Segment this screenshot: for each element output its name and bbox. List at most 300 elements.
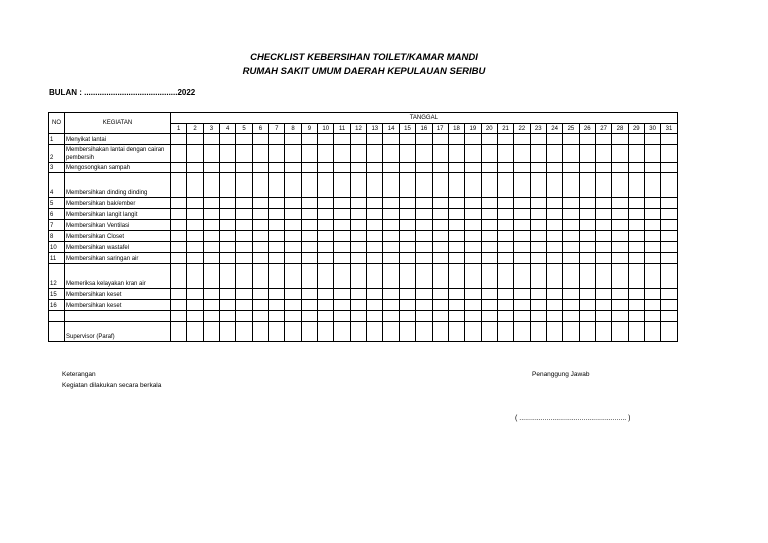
check-cell[interactable] (530, 311, 546, 322)
check-cell[interactable] (187, 231, 203, 242)
check-cell[interactable] (612, 145, 628, 163)
check-cell[interactable] (628, 163, 644, 173)
check-cell[interactable] (514, 322, 530, 342)
check-cell[interactable] (367, 163, 383, 173)
check-cell[interactable] (171, 163, 187, 173)
check-cell[interactable] (595, 173, 611, 198)
check-cell[interactable] (546, 173, 562, 198)
check-cell[interactable] (236, 173, 252, 198)
check-cell[interactable] (514, 209, 530, 220)
check-cell[interactable] (350, 311, 366, 322)
check-cell[interactable] (383, 145, 399, 163)
check-cell[interactable] (334, 300, 350, 311)
check-cell[interactable] (318, 311, 334, 322)
check-cell[interactable] (481, 289, 497, 300)
check-cell[interactable] (220, 198, 236, 209)
check-cell[interactable] (465, 209, 481, 220)
check-cell[interactable] (661, 322, 677, 342)
check-cell[interactable] (530, 173, 546, 198)
check-cell[interactable] (252, 198, 268, 209)
check-cell[interactable] (595, 253, 611, 264)
check-cell[interactable] (497, 289, 513, 300)
check-cell[interactable] (399, 134, 415, 145)
check-cell[interactable] (367, 145, 383, 163)
check-cell[interactable] (220, 134, 236, 145)
check-cell[interactable] (334, 198, 350, 209)
check-cell[interactable] (563, 231, 579, 242)
check-cell[interactable] (563, 220, 579, 231)
check-cell[interactable] (628, 242, 644, 253)
check-cell[interactable] (416, 264, 432, 289)
check-cell[interactable] (465, 198, 481, 209)
check-cell[interactable] (285, 289, 301, 300)
check-cell[interactable] (448, 242, 464, 253)
check-cell[interactable] (579, 231, 595, 242)
check-cell[interactable] (628, 311, 644, 322)
check-cell[interactable] (579, 253, 595, 264)
check-cell[interactable] (497, 300, 513, 311)
check-cell[interactable] (236, 289, 252, 300)
check-cell[interactable] (367, 253, 383, 264)
check-cell[interactable] (301, 231, 317, 242)
check-cell[interactable] (383, 220, 399, 231)
check-cell[interactable] (497, 231, 513, 242)
check-cell[interactable] (416, 242, 432, 253)
check-cell[interactable] (497, 145, 513, 163)
check-cell[interactable] (661, 264, 677, 289)
check-cell[interactable] (612, 242, 628, 253)
check-cell[interactable] (530, 322, 546, 342)
check-cell[interactable] (448, 322, 464, 342)
check-cell[interactable] (301, 220, 317, 231)
check-cell[interactable] (628, 300, 644, 311)
check-cell[interactable] (563, 322, 579, 342)
check-cell[interactable] (612, 311, 628, 322)
check-cell[interactable] (350, 264, 366, 289)
check-cell[interactable] (269, 209, 285, 220)
check-cell[interactable] (334, 289, 350, 300)
check-cell[interactable] (546, 145, 562, 163)
check-cell[interactable] (383, 300, 399, 311)
check-cell[interactable] (546, 163, 562, 173)
check-cell[interactable] (236, 209, 252, 220)
check-cell[interactable] (301, 163, 317, 173)
check-cell[interactable] (595, 322, 611, 342)
check-cell[interactable] (465, 289, 481, 300)
check-cell[interactable] (367, 231, 383, 242)
check-cell[interactable] (595, 300, 611, 311)
check-cell[interactable] (318, 134, 334, 145)
check-cell[interactable] (285, 145, 301, 163)
check-cell[interactable] (203, 322, 219, 342)
check-cell[interactable] (220, 300, 236, 311)
check-cell[interactable] (497, 173, 513, 198)
check-cell[interactable] (546, 289, 562, 300)
check-cell[interactable] (481, 253, 497, 264)
check-cell[interactable] (481, 145, 497, 163)
check-cell[interactable] (399, 311, 415, 322)
check-cell[interactable] (628, 289, 644, 300)
check-cell[interactable] (661, 163, 677, 173)
check-cell[interactable] (579, 300, 595, 311)
check-cell[interactable] (301, 242, 317, 253)
check-cell[interactable] (269, 322, 285, 342)
check-cell[interactable] (514, 242, 530, 253)
check-cell[interactable] (432, 253, 448, 264)
check-cell[interactable] (465, 231, 481, 242)
check-cell[interactable] (285, 300, 301, 311)
check-cell[interactable] (252, 264, 268, 289)
check-cell[interactable] (318, 253, 334, 264)
check-cell[interactable] (432, 264, 448, 289)
check-cell[interactable] (514, 264, 530, 289)
check-cell[interactable] (252, 163, 268, 173)
check-cell[interactable] (350, 173, 366, 198)
check-cell[interactable] (220, 289, 236, 300)
check-cell[interactable] (644, 311, 660, 322)
check-cell[interactable] (334, 264, 350, 289)
check-cell[interactable] (497, 253, 513, 264)
check-cell[interactable] (595, 209, 611, 220)
check-cell[interactable] (432, 289, 448, 300)
check-cell[interactable] (367, 173, 383, 198)
check-cell[interactable] (269, 231, 285, 242)
check-cell[interactable] (448, 163, 464, 173)
check-cell[interactable] (203, 198, 219, 209)
check-cell[interactable] (383, 198, 399, 209)
check-cell[interactable] (432, 209, 448, 220)
check-cell[interactable] (399, 198, 415, 209)
check-cell[interactable] (432, 311, 448, 322)
check-cell[interactable] (187, 134, 203, 145)
check-cell[interactable] (530, 163, 546, 173)
check-cell[interactable] (252, 289, 268, 300)
check-cell[interactable] (383, 163, 399, 173)
check-cell[interactable] (350, 134, 366, 145)
check-cell[interactable] (187, 173, 203, 198)
check-cell[interactable] (628, 231, 644, 242)
check-cell[interactable] (661, 173, 677, 198)
check-cell[interactable] (628, 264, 644, 289)
check-cell[interactable] (187, 264, 203, 289)
check-cell[interactable] (448, 209, 464, 220)
check-cell[interactable] (367, 300, 383, 311)
check-cell[interactable] (334, 163, 350, 173)
check-cell[interactable] (514, 253, 530, 264)
check-cell[interactable] (481, 173, 497, 198)
check-cell[interactable] (252, 145, 268, 163)
check-cell[interactable] (579, 264, 595, 289)
check-cell[interactable] (579, 145, 595, 163)
check-cell[interactable] (448, 231, 464, 242)
check-cell[interactable] (171, 289, 187, 300)
check-cell[interactable] (285, 134, 301, 145)
check-cell[interactable] (187, 311, 203, 322)
check-cell[interactable] (546, 231, 562, 242)
check-cell[interactable] (661, 289, 677, 300)
check-cell[interactable] (546, 134, 562, 145)
check-cell[interactable] (465, 173, 481, 198)
check-cell[interactable] (318, 145, 334, 163)
check-cell[interactable] (661, 209, 677, 220)
check-cell[interactable] (481, 231, 497, 242)
check-cell[interactable] (367, 289, 383, 300)
check-cell[interactable] (530, 289, 546, 300)
check-cell[interactable] (432, 134, 448, 145)
check-cell[interactable] (563, 163, 579, 173)
check-cell[interactable] (644, 220, 660, 231)
check-cell[interactable] (530, 264, 546, 289)
check-cell[interactable] (497, 134, 513, 145)
check-cell[interactable] (236, 198, 252, 209)
check-cell[interactable] (644, 300, 660, 311)
check-cell[interactable] (514, 220, 530, 231)
check-cell[interactable] (383, 264, 399, 289)
check-cell[interactable] (612, 198, 628, 209)
check-cell[interactable] (579, 198, 595, 209)
check-cell[interactable] (416, 134, 432, 145)
check-cell[interactable] (416, 300, 432, 311)
check-cell[interactable] (350, 163, 366, 173)
check-cell[interactable] (203, 134, 219, 145)
check-cell[interactable] (595, 264, 611, 289)
check-cell[interactable] (171, 209, 187, 220)
check-cell[interactable] (269, 163, 285, 173)
check-cell[interactable] (644, 242, 660, 253)
check-cell[interactable] (334, 209, 350, 220)
check-cell[interactable] (350, 253, 366, 264)
check-cell[interactable] (595, 231, 611, 242)
check-cell[interactable] (448, 173, 464, 198)
check-cell[interactable] (399, 209, 415, 220)
check-cell[interactable] (236, 253, 252, 264)
check-cell[interactable] (465, 322, 481, 342)
check-cell[interactable] (301, 264, 317, 289)
check-cell[interactable] (269, 220, 285, 231)
check-cell[interactable] (481, 300, 497, 311)
check-cell[interactable] (579, 322, 595, 342)
check-cell[interactable] (661, 242, 677, 253)
check-cell[interactable] (530, 198, 546, 209)
check-cell[interactable] (334, 253, 350, 264)
check-cell[interactable] (187, 145, 203, 163)
check-cell[interactable] (301, 311, 317, 322)
check-cell[interactable] (399, 264, 415, 289)
check-cell[interactable] (579, 163, 595, 173)
check-cell[interactable] (301, 253, 317, 264)
check-cell[interactable] (432, 231, 448, 242)
check-cell[interactable] (628, 253, 644, 264)
check-cell[interactable] (203, 264, 219, 289)
check-cell[interactable] (595, 311, 611, 322)
check-cell[interactable] (416, 163, 432, 173)
check-cell[interactable] (644, 173, 660, 198)
check-cell[interactable] (530, 134, 546, 145)
check-cell[interactable] (301, 134, 317, 145)
check-cell[interactable] (220, 322, 236, 342)
check-cell[interactable] (187, 289, 203, 300)
check-cell[interactable] (236, 264, 252, 289)
check-cell[interactable] (252, 220, 268, 231)
check-cell[interactable] (612, 231, 628, 242)
check-cell[interactable] (448, 264, 464, 289)
check-cell[interactable] (514, 134, 530, 145)
check-cell[interactable] (644, 322, 660, 342)
check-cell[interactable] (334, 173, 350, 198)
check-cell[interactable] (563, 145, 579, 163)
check-cell[interactable] (220, 231, 236, 242)
check-cell[interactable] (644, 253, 660, 264)
check-cell[interactable] (579, 289, 595, 300)
check-cell[interactable] (171, 145, 187, 163)
check-cell[interactable] (252, 253, 268, 264)
check-cell[interactable] (399, 322, 415, 342)
check-cell[interactable] (318, 264, 334, 289)
check-cell[interactable] (318, 163, 334, 173)
check-cell[interactable] (350, 209, 366, 220)
check-cell[interactable] (497, 264, 513, 289)
check-cell[interactable] (285, 231, 301, 242)
check-cell[interactable] (203, 209, 219, 220)
check-cell[interactable] (399, 163, 415, 173)
check-cell[interactable] (252, 209, 268, 220)
check-cell[interactable] (579, 209, 595, 220)
check-cell[interactable] (236, 231, 252, 242)
check-cell[interactable] (367, 134, 383, 145)
check-cell[interactable] (318, 220, 334, 231)
check-cell[interactable] (481, 209, 497, 220)
check-cell[interactable] (399, 231, 415, 242)
check-cell[interactable] (661, 198, 677, 209)
check-cell[interactable] (416, 322, 432, 342)
check-cell[interactable] (448, 198, 464, 209)
check-cell[interactable] (285, 242, 301, 253)
check-cell[interactable] (350, 242, 366, 253)
check-cell[interactable] (367, 322, 383, 342)
check-cell[interactable] (448, 300, 464, 311)
check-cell[interactable] (546, 242, 562, 253)
check-cell[interactable] (252, 311, 268, 322)
check-cell[interactable] (318, 173, 334, 198)
check-cell[interactable] (301, 300, 317, 311)
check-cell[interactable] (563, 264, 579, 289)
check-cell[interactable] (432, 198, 448, 209)
check-cell[interactable] (334, 145, 350, 163)
check-cell[interactable] (448, 289, 464, 300)
check-cell[interactable] (187, 163, 203, 173)
check-cell[interactable] (644, 289, 660, 300)
check-cell[interactable] (220, 253, 236, 264)
check-cell[interactable] (220, 264, 236, 289)
check-cell[interactable] (514, 173, 530, 198)
check-cell[interactable] (285, 253, 301, 264)
check-cell[interactable] (301, 173, 317, 198)
check-cell[interactable] (579, 311, 595, 322)
check-cell[interactable] (203, 220, 219, 231)
check-cell[interactable] (465, 163, 481, 173)
check-cell[interactable] (432, 242, 448, 253)
check-cell[interactable] (465, 311, 481, 322)
check-cell[interactable] (432, 163, 448, 173)
check-cell[interactable] (514, 300, 530, 311)
check-cell[interactable] (187, 322, 203, 342)
check-cell[interactable] (661, 253, 677, 264)
check-cell[interactable] (236, 163, 252, 173)
check-cell[interactable] (171, 253, 187, 264)
check-cell[interactable] (399, 173, 415, 198)
check-cell[interactable] (383, 289, 399, 300)
check-cell[interactable] (334, 220, 350, 231)
check-cell[interactable] (383, 242, 399, 253)
check-cell[interactable] (171, 173, 187, 198)
check-cell[interactable] (318, 242, 334, 253)
check-cell[interactable] (563, 289, 579, 300)
check-cell[interactable] (497, 311, 513, 322)
check-cell[interactable] (432, 322, 448, 342)
check-cell[interactable] (432, 300, 448, 311)
check-cell[interactable] (171, 300, 187, 311)
check-cell[interactable] (301, 198, 317, 209)
check-cell[interactable] (628, 322, 644, 342)
check-cell[interactable] (644, 209, 660, 220)
check-cell[interactable] (612, 300, 628, 311)
check-cell[interactable] (383, 311, 399, 322)
check-cell[interactable] (236, 242, 252, 253)
check-cell[interactable] (269, 134, 285, 145)
check-cell[interactable] (220, 163, 236, 173)
check-cell[interactable] (612, 173, 628, 198)
check-cell[interactable] (546, 264, 562, 289)
check-cell[interactable] (187, 198, 203, 209)
check-cell[interactable] (236, 322, 252, 342)
check-cell[interactable] (628, 220, 644, 231)
check-cell[interactable] (220, 173, 236, 198)
check-cell[interactable] (171, 322, 187, 342)
check-cell[interactable] (399, 145, 415, 163)
check-cell[interactable] (285, 163, 301, 173)
check-cell[interactable] (203, 242, 219, 253)
check-cell[interactable] (318, 300, 334, 311)
check-cell[interactable] (171, 231, 187, 242)
check-cell[interactable] (416, 173, 432, 198)
check-cell[interactable] (285, 264, 301, 289)
check-cell[interactable] (269, 264, 285, 289)
check-cell[interactable] (465, 253, 481, 264)
check-cell[interactable] (628, 134, 644, 145)
check-cell[interactable] (318, 209, 334, 220)
check-cell[interactable] (269, 253, 285, 264)
check-cell[interactable] (465, 134, 481, 145)
check-cell[interactable] (546, 322, 562, 342)
check-cell[interactable] (334, 134, 350, 145)
check-cell[interactable] (285, 322, 301, 342)
check-cell[interactable] (661, 220, 677, 231)
check-cell[interactable] (661, 231, 677, 242)
check-cell[interactable] (530, 242, 546, 253)
check-cell[interactable] (612, 322, 628, 342)
check-cell[interactable] (481, 311, 497, 322)
check-cell[interactable] (416, 209, 432, 220)
check-cell[interactable] (432, 145, 448, 163)
check-cell[interactable] (285, 173, 301, 198)
check-cell[interactable] (285, 198, 301, 209)
check-cell[interactable] (171, 198, 187, 209)
check-cell[interactable] (481, 322, 497, 342)
check-cell[interactable] (252, 231, 268, 242)
check-cell[interactable] (530, 231, 546, 242)
check-cell[interactable] (220, 209, 236, 220)
check-cell[interactable] (563, 300, 579, 311)
